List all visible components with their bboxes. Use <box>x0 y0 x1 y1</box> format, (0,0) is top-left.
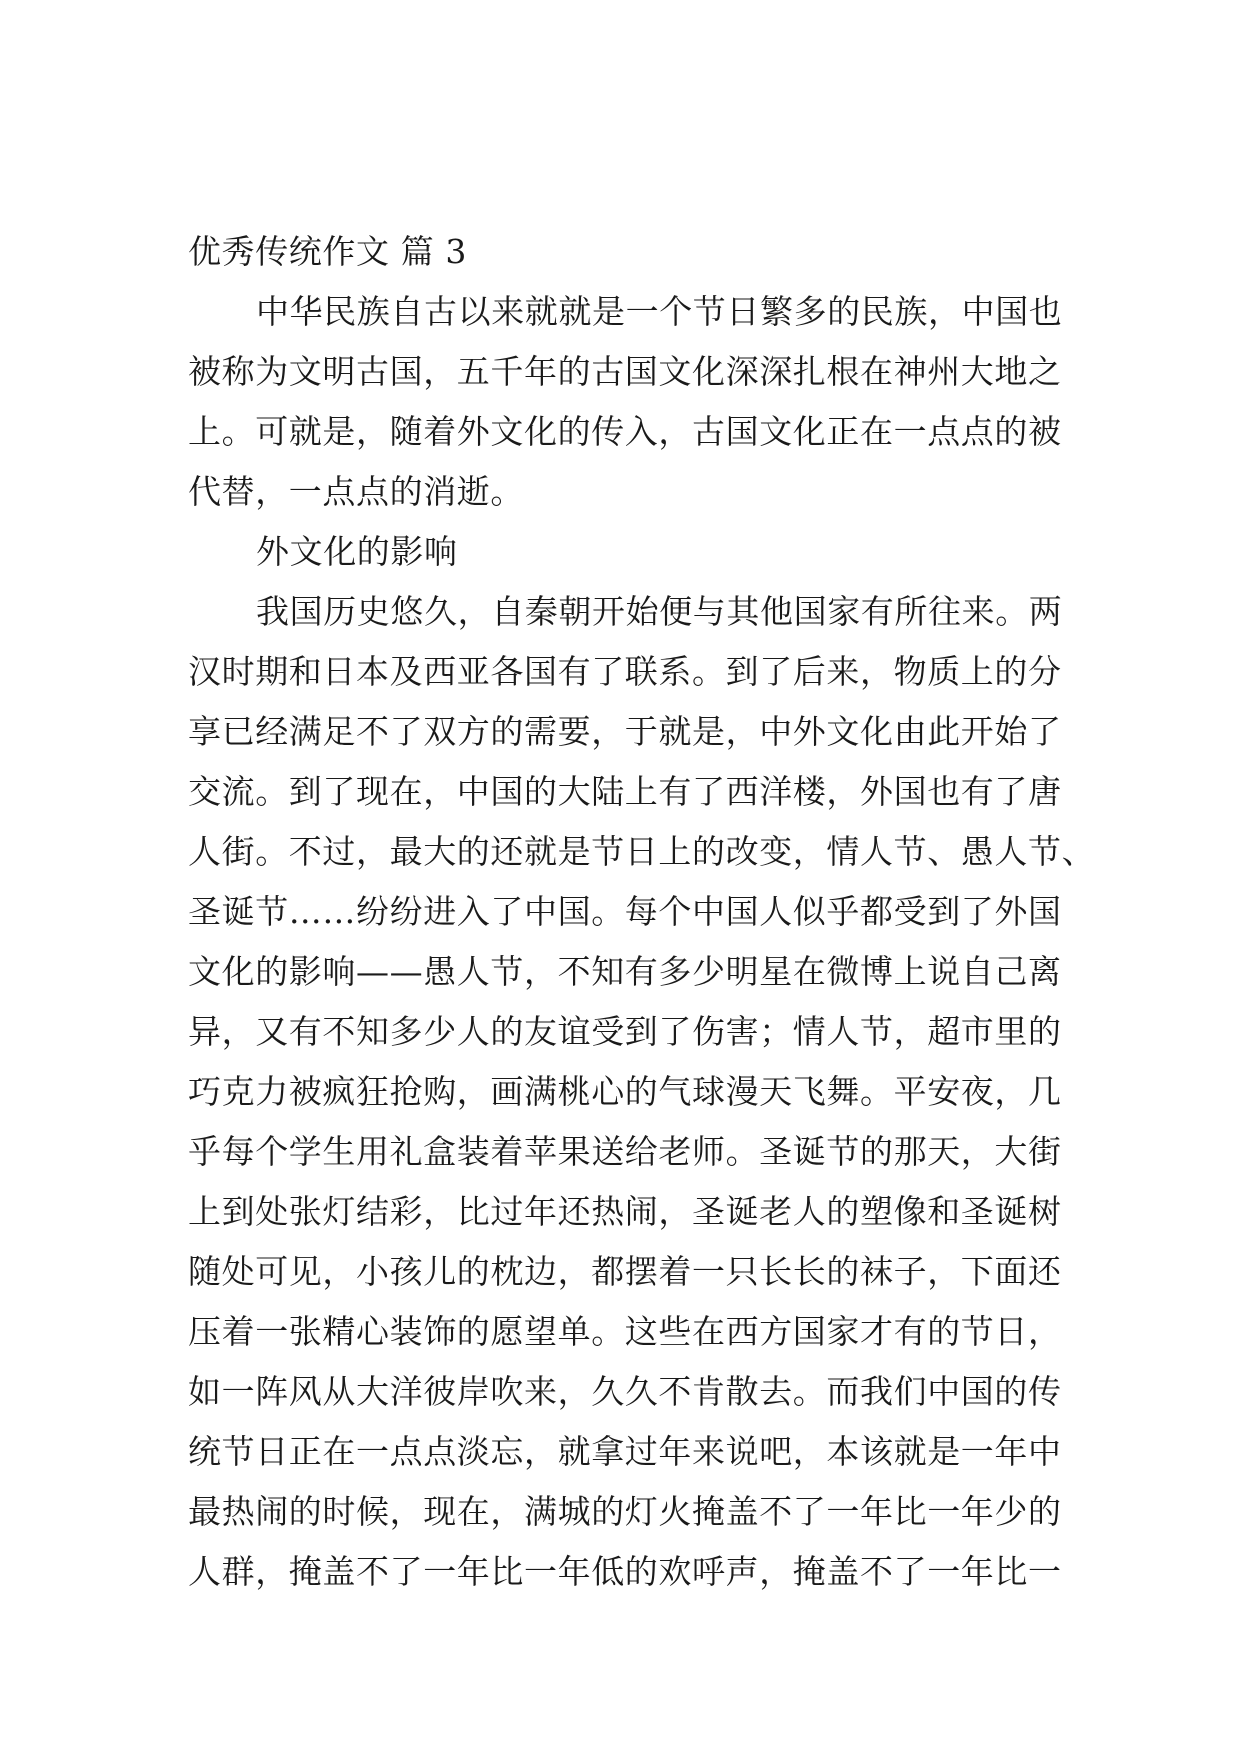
paragraph-2-line: 人群，掩盖不了一年比一年低的欢呼声，掩盖不了一年比一 <box>188 1552 1062 1591</box>
essay-title: 优秀传统作文 篇 3 <box>188 232 467 271</box>
paragraph-2-line: 异，又有不知多少人的友谊受到了伤害；情人节，超市里的 <box>188 1012 1062 1051</box>
paragraph-1-line: 被称为文明古国，五千年的古国文化深深扎根在神州大地之 <box>188 352 1062 391</box>
paragraph-1-line: 代替，一点点的消逝。 <box>188 472 524 511</box>
paragraph-2-line: 汉时期和日本及西亚各国有了联系。到了后来，物质上的分 <box>188 652 1062 691</box>
paragraph-2-line: 巧克力被疯狂抢购，画满桃心的气球漫天飞舞。平安夜，几 <box>188 1072 1062 1111</box>
paragraph-2-line: 人街。不过，最大的还就是节日上的改变，情人节、愚人节、 <box>188 832 1096 871</box>
paragraph-2-line: 文化的影响——愚人节，不知有多少明星在微博上说自己离 <box>188 952 1062 991</box>
paragraph-2-line: 交流。到了现在，中国的大陆上有了西洋楼，外国也有了唐 <box>188 772 1062 811</box>
paragraph-2-line: 随处可见，小孩儿的枕边，都摆着一只长长的袜子，下面还 <box>188 1252 1062 1291</box>
section-subheading: 外文化的影响 <box>256 532 458 571</box>
paragraph-2-line: 乎每个学生用礼盒装着苹果送给老师。圣诞节的那天，大街 <box>188 1132 1062 1171</box>
paragraph-2-line: 最热闹的时候，现在，满城的灯火掩盖不了一年比一年少的 <box>188 1492 1062 1531</box>
paragraph-2-line: 上到处张灯结彩，比过年还热闹，圣诞老人的塑像和圣诞树 <box>188 1192 1062 1231</box>
paragraph-1-line: 上。可就是，随着外文化的传入，古国文化正在一点点的被 <box>188 412 1062 451</box>
paragraph-2-line: 享已经满足不了双方的需要，于就是，中外文化由此开始了 <box>188 712 1062 751</box>
paragraph-2-line: 统节日正在一点点淡忘，就拿过年来说吧，本该就是一年中 <box>188 1432 1062 1471</box>
paragraph-2-line: 压着一张精心装饰的愿望单。这些在西方国家才有的节日， <box>188 1312 1062 1351</box>
paragraph-2-line: 我国历史悠久，自秦朝开始便与其他国家有所往来。两 <box>256 592 1063 631</box>
paragraph-1-line: 中华民族自古以来就就是一个节日繁多的民族，中国也 <box>256 292 1063 331</box>
paragraph-2-line: 圣诞节……纷纷进入了中国。每个中国人似乎都受到了外国 <box>188 892 1062 931</box>
document-body <box>188 222 1096 1602</box>
paragraph-2-line: 如一阵风从大洋彼岸吹来，久久不肯散去。而我们中国的传 <box>188 1372 1062 1411</box>
